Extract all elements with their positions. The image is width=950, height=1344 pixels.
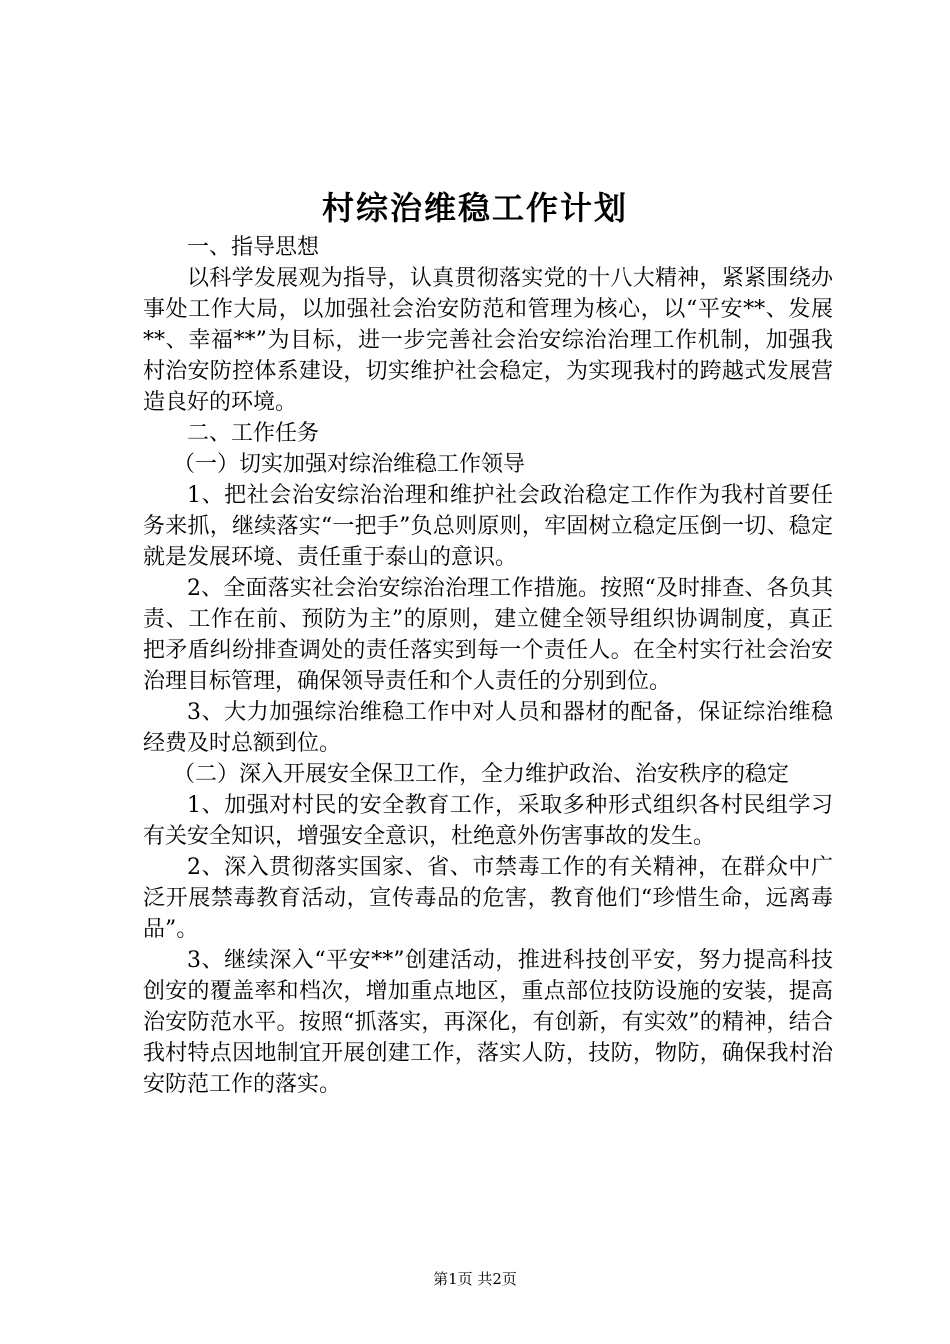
- paragraph-security-1: 1、加强对村民的安全教育工作，采取多种形式组织各村民组学习有关安全知识，增强安全意识，杜绝意外伤害事故的发生。: [143, 793, 833, 849]
- document-body: [143, 232, 833, 1100]
- paragraph-guiding-thought: 以科学发展观为指导，认真贯彻落实党的十八大精神，紧紧围绕办事处工作大局，以加强社会治安防范和管理为核心，以“平安**、发展**、幸福**”为目标，进一步完善社会治安综治治理工作机制，加强我村治安防控体系建设，切实维护社会稳定，为实现我村的跨越式发展营造良好的环境。: [143, 266, 833, 415]
- paragraph-security-2: 2、深入贯彻落实国家、省、市禁毒工作的有关精神，在群众中广泛开展禁毒教育活动，宣传毒品的危害，教育他们“珍惜生命，远离毒品”。: [143, 855, 833, 942]
- document-title: 村综治维稳工作计划: [321, 189, 628, 227]
- section-heading-guiding-thought: 一、指导思想: [187, 235, 320, 260]
- paragraph-task-3: 3、大力加强综治维稳工作中对人员和器材的配备，保证综治维稳经费及时总额到位。: [143, 700, 833, 756]
- paragraph-security-3: 3、继续深入“平安**”创建活动，推进科技创平安，努力提高科技创安的覆盖率和档次，增加重点地区，重点部位技防设施的安装，提高治安防范水平。按照“抓落实，再深化，有创新，有实效”的精神，结合我村特点因地制宜开展创建工作，落实人防，技防，物防，确保我村治安防范工作的落实。: [143, 948, 833, 1097]
- page-number-footer: 第1页 共2页: [433, 1270, 517, 1288]
- section-heading-work-tasks: 二、工作任务: [187, 421, 320, 446]
- subheading-security: （二）深入开展安全保卫工作，全力维护政治、治安秩序的稳定: [173, 762, 790, 787]
- paragraph-task-2: 2、全面落实社会治安综治治理工作措施。按照“及时排查、各负其责、工作在前、预防为主”的原则，建立健全领导组织协调制度，真正把矛盾纠纷排查调处的责任落实到每一个责任人。在全村实行社会治安治理目标管理，确保领导责任和个人责任的分别到位。: [143, 576, 833, 694]
- subheading-leadership: （一）切实加强对综治维稳工作领导: [173, 452, 526, 477]
- paragraph-task-1: 1、把社会治安综治治理和维护社会政治稳定工作作为我村首要任务来抓，继续落实“一把手”负总则原则，牢固树立稳定压倒一切、稳定就是发展环境、责任重于泰山的意识。: [143, 483, 833, 570]
